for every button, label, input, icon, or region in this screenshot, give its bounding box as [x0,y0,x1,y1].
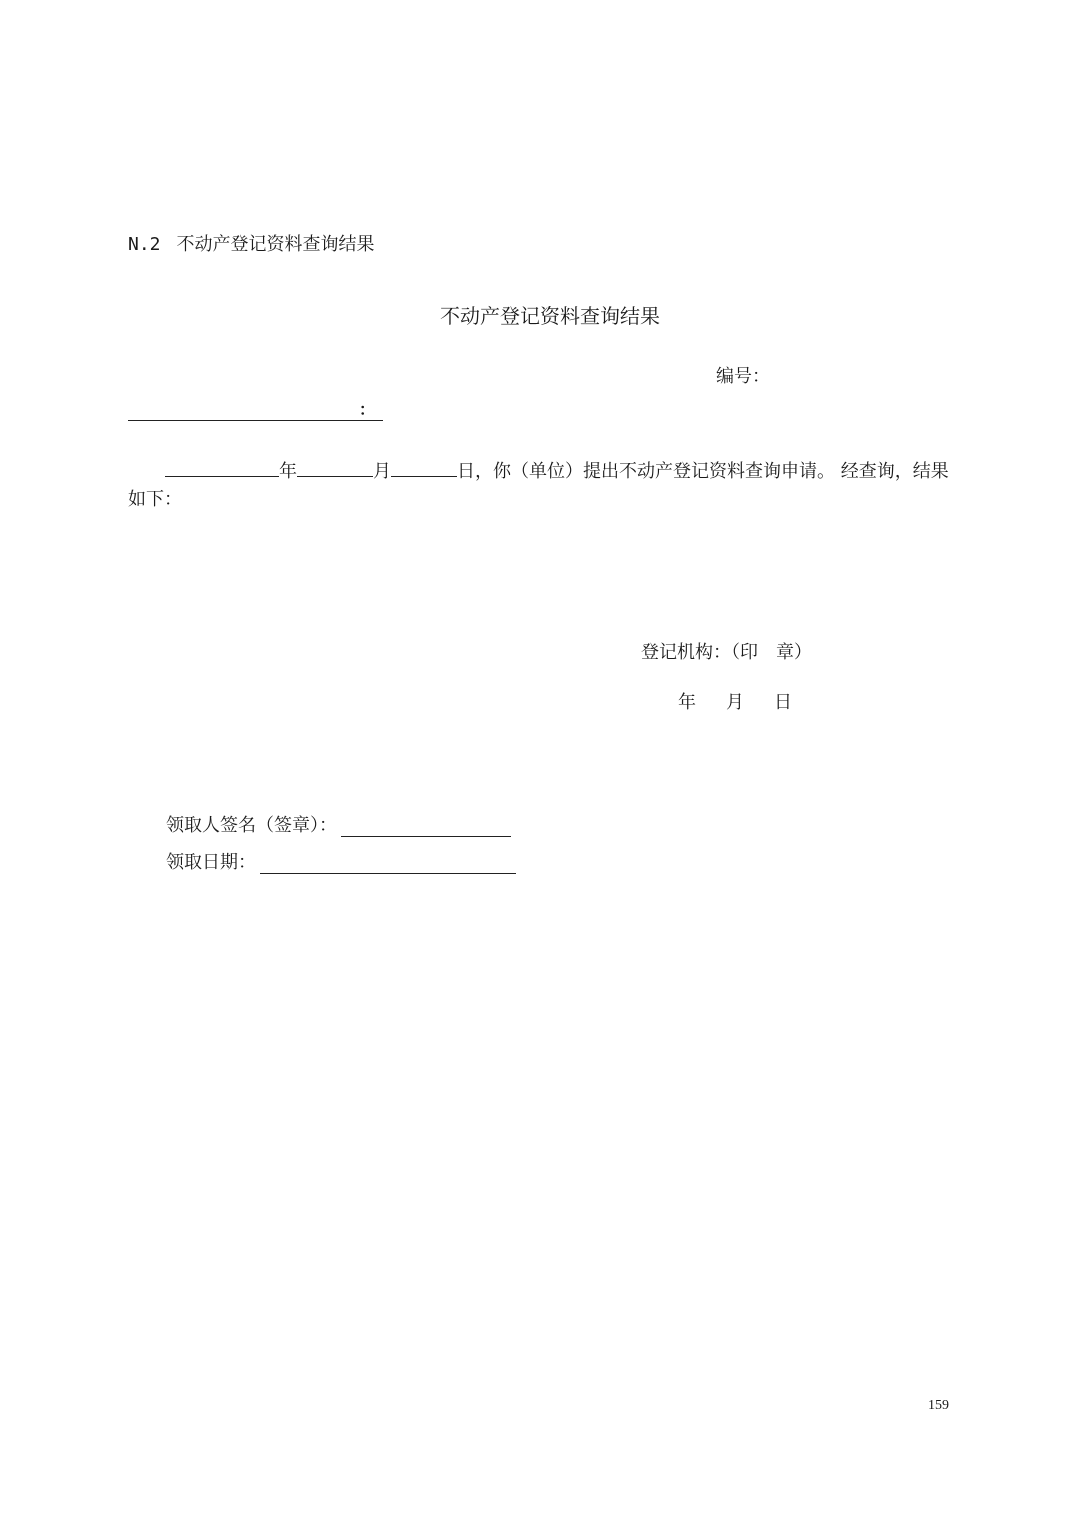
registry-organization-seal: 登记机构：（印 章） [641,642,812,663]
addressee-colon: ： [358,400,375,419]
body-paragraph-line1 [165,458,949,484]
day-blank[interactable] [391,458,457,477]
issue-date-month: 月 [726,692,744,713]
year-blank[interactable] [165,458,279,477]
recipient-signature-field[interactable] [341,816,511,837]
receipt-date-label: 领取日期： [166,852,256,873]
serial-number-label: 编号： [716,366,770,387]
month-blank[interactable] [297,458,373,477]
issue-date-day: 日 [774,692,792,713]
body-paragraph-line2: 如下： [128,489,182,510]
section-title: 不动产登记资料查询结果 [176,234,375,255]
recipient-signature-label: 领取人签名（签章）： [166,815,337,836]
recipient-signature-row [166,811,511,837]
document-title: 不动产登记资料查询结果 [440,304,660,328]
receipt-date-field[interactable] [260,853,516,874]
section-heading [128,230,375,256]
receipt-date-row [166,848,516,874]
year-text: 年 [279,461,297,482]
month-text: 月 [373,461,391,482]
issue-date [678,688,792,714]
day-and-request-text: 日，你（单位）提出不动产登记资料查询申请。 经查询，结果 [457,461,949,482]
page-number: 159 [928,1398,949,1413]
addressee-field[interactable] [128,400,383,421]
section-number: N.2 [128,234,161,255]
issue-date-year: 年 [678,692,696,713]
